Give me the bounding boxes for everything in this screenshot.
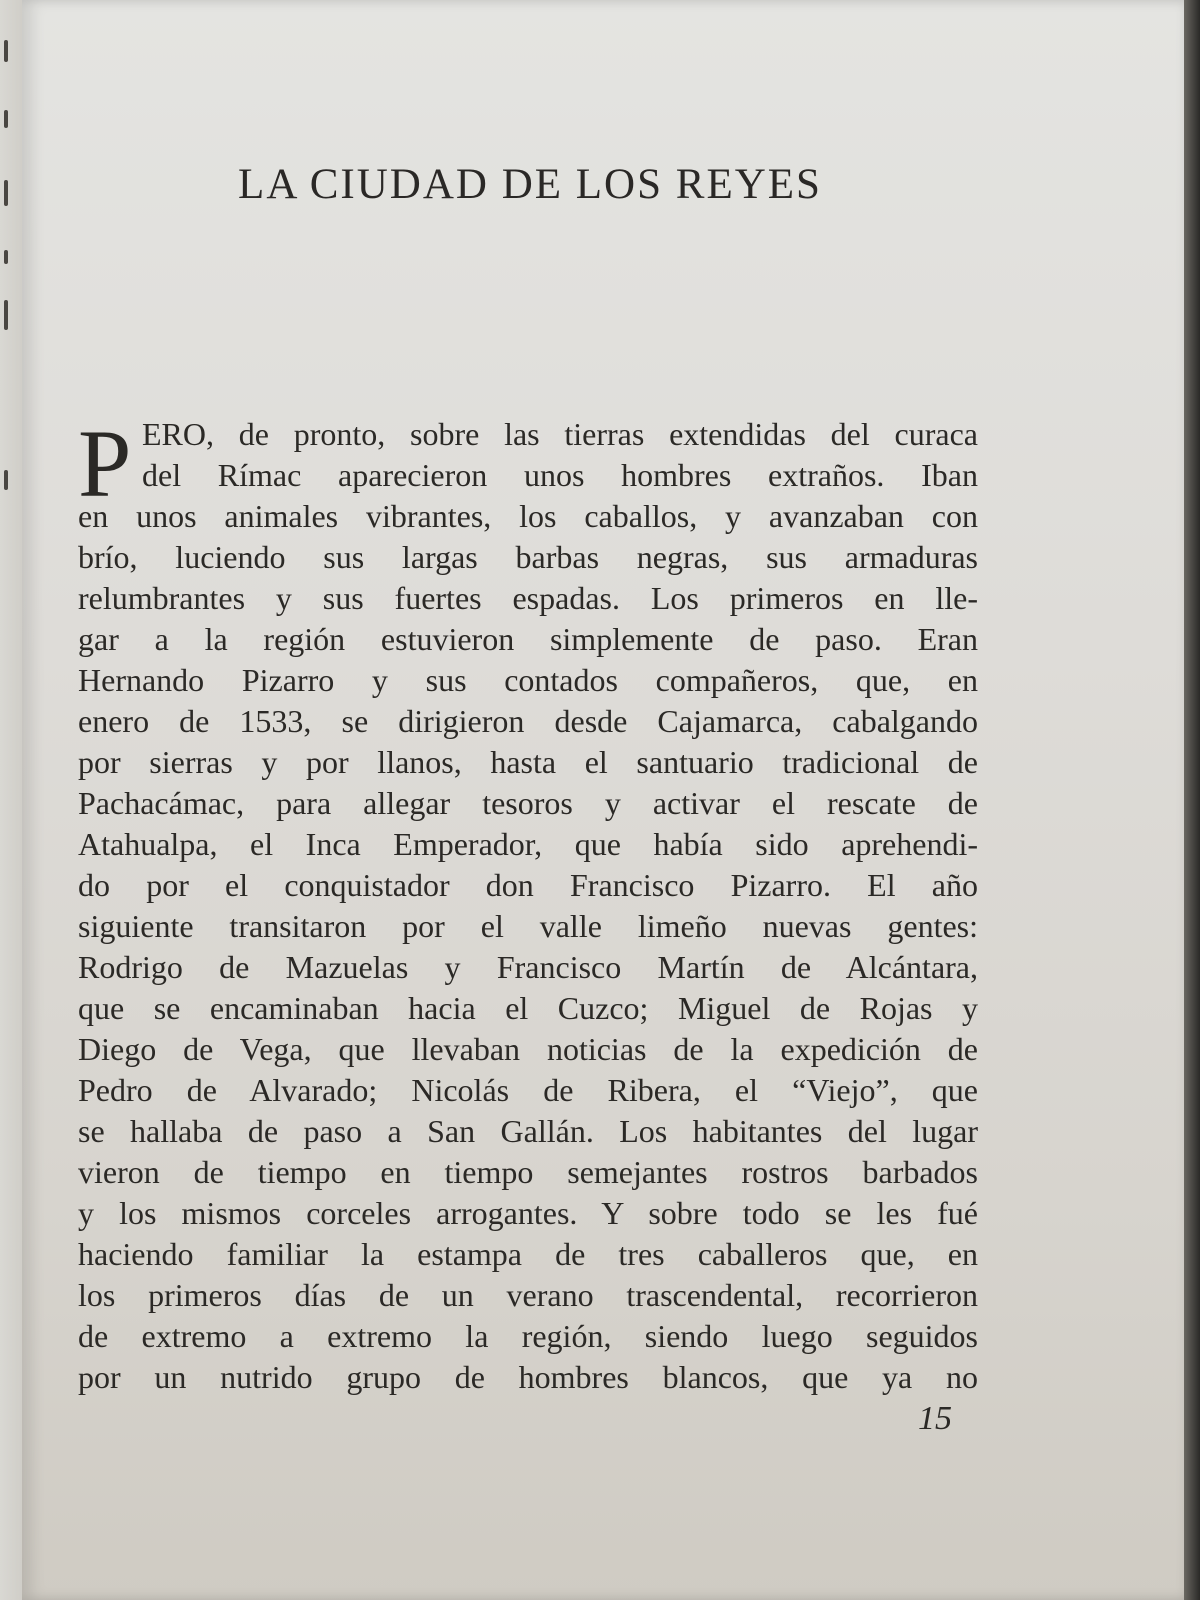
text-line: brío, luciendo sus largas barbas negras, sus armaduras (78, 539, 978, 575)
text-line: do por el conquistador don Francisco Pizarro. El año (78, 867, 978, 903)
text-line: Hernando Pizarro y sus contados compañeros, que, en (78, 662, 978, 698)
chapter-title: LA CIUDAD DE LOS REYES (238, 161, 822, 208)
text-line: Rodrigo de Mazuelas y Francisco Martín de Alcántara, (78, 949, 978, 985)
text-line: Diego de Vega, que llevaban noticias de la expedición de (78, 1031, 978, 1067)
text-line: del Rímac aparecieron unos hombres extraños. Iban (142, 457, 978, 493)
text-line: relumbrantes y sus fuertes espadas. Los primeros en lle- (78, 580, 978, 616)
text-line: siguiente transitaron por el valle limeño nuevas gentes: (78, 908, 978, 944)
right-shadow (1184, 0, 1200, 1600)
body-paragraph (78, 410, 978, 1398)
text-line: Pedro de Alvarado; Nicolás de Ribera, el “Viejo”, que (78, 1072, 978, 1108)
text-line: de extremo a extremo la región, siendo luego seguidos (78, 1318, 978, 1354)
text-line: se hallaba de paso a San Gallán. Los habitantes del lugar (78, 1113, 978, 1149)
text-line (78, 414, 978, 455)
text-line: por sierras y por llanos, hasta el santuario tradicional de (78, 744, 978, 780)
ink-mark (4, 110, 8, 128)
first-line-text: , de pronto, sobre las tierras extendidas del curaca (206, 416, 978, 452)
text-line: los primeros días de un verano trascendental, recorrieron (78, 1277, 978, 1313)
text-line: Pachacámac, para allegar tesoros y activar el rescate de (78, 785, 978, 821)
page-number: 15 (918, 1400, 952, 1437)
ink-mark (4, 40, 8, 62)
first-word-rest: ERO (142, 416, 206, 452)
ink-mark (4, 300, 8, 330)
drop-cap: P (78, 410, 132, 517)
text-line: que se encaminaban hacia el Cuzco; Miguel de Rojas y (78, 990, 978, 1026)
text-line: vieron de tiempo en tiempo semejantes rostros barbados (78, 1154, 978, 1190)
text-line: por un nutrido grupo de hombres blancos, que ya no (78, 1359, 978, 1395)
ink-mark (4, 470, 8, 490)
text-line: gar a la región estuvieron simplemente de paso. Eran (78, 621, 978, 657)
text-line: y los mismos corceles arrogantes. Y sobre todo se les fué (78, 1195, 978, 1231)
text-line: haciendo familiar la estampa de tres caballeros que, en (78, 1236, 978, 1272)
text-line: en unos animales vibrantes, los caballos, y avanzaban con (78, 498, 978, 534)
text-line: enero de 1533, se dirigieron desde Cajamarca, cabalgando (78, 703, 978, 739)
text-line: Atahualpa, el Inca Emperador, que había sido aprehendi- (78, 826, 978, 862)
ink-mark (4, 250, 8, 264)
